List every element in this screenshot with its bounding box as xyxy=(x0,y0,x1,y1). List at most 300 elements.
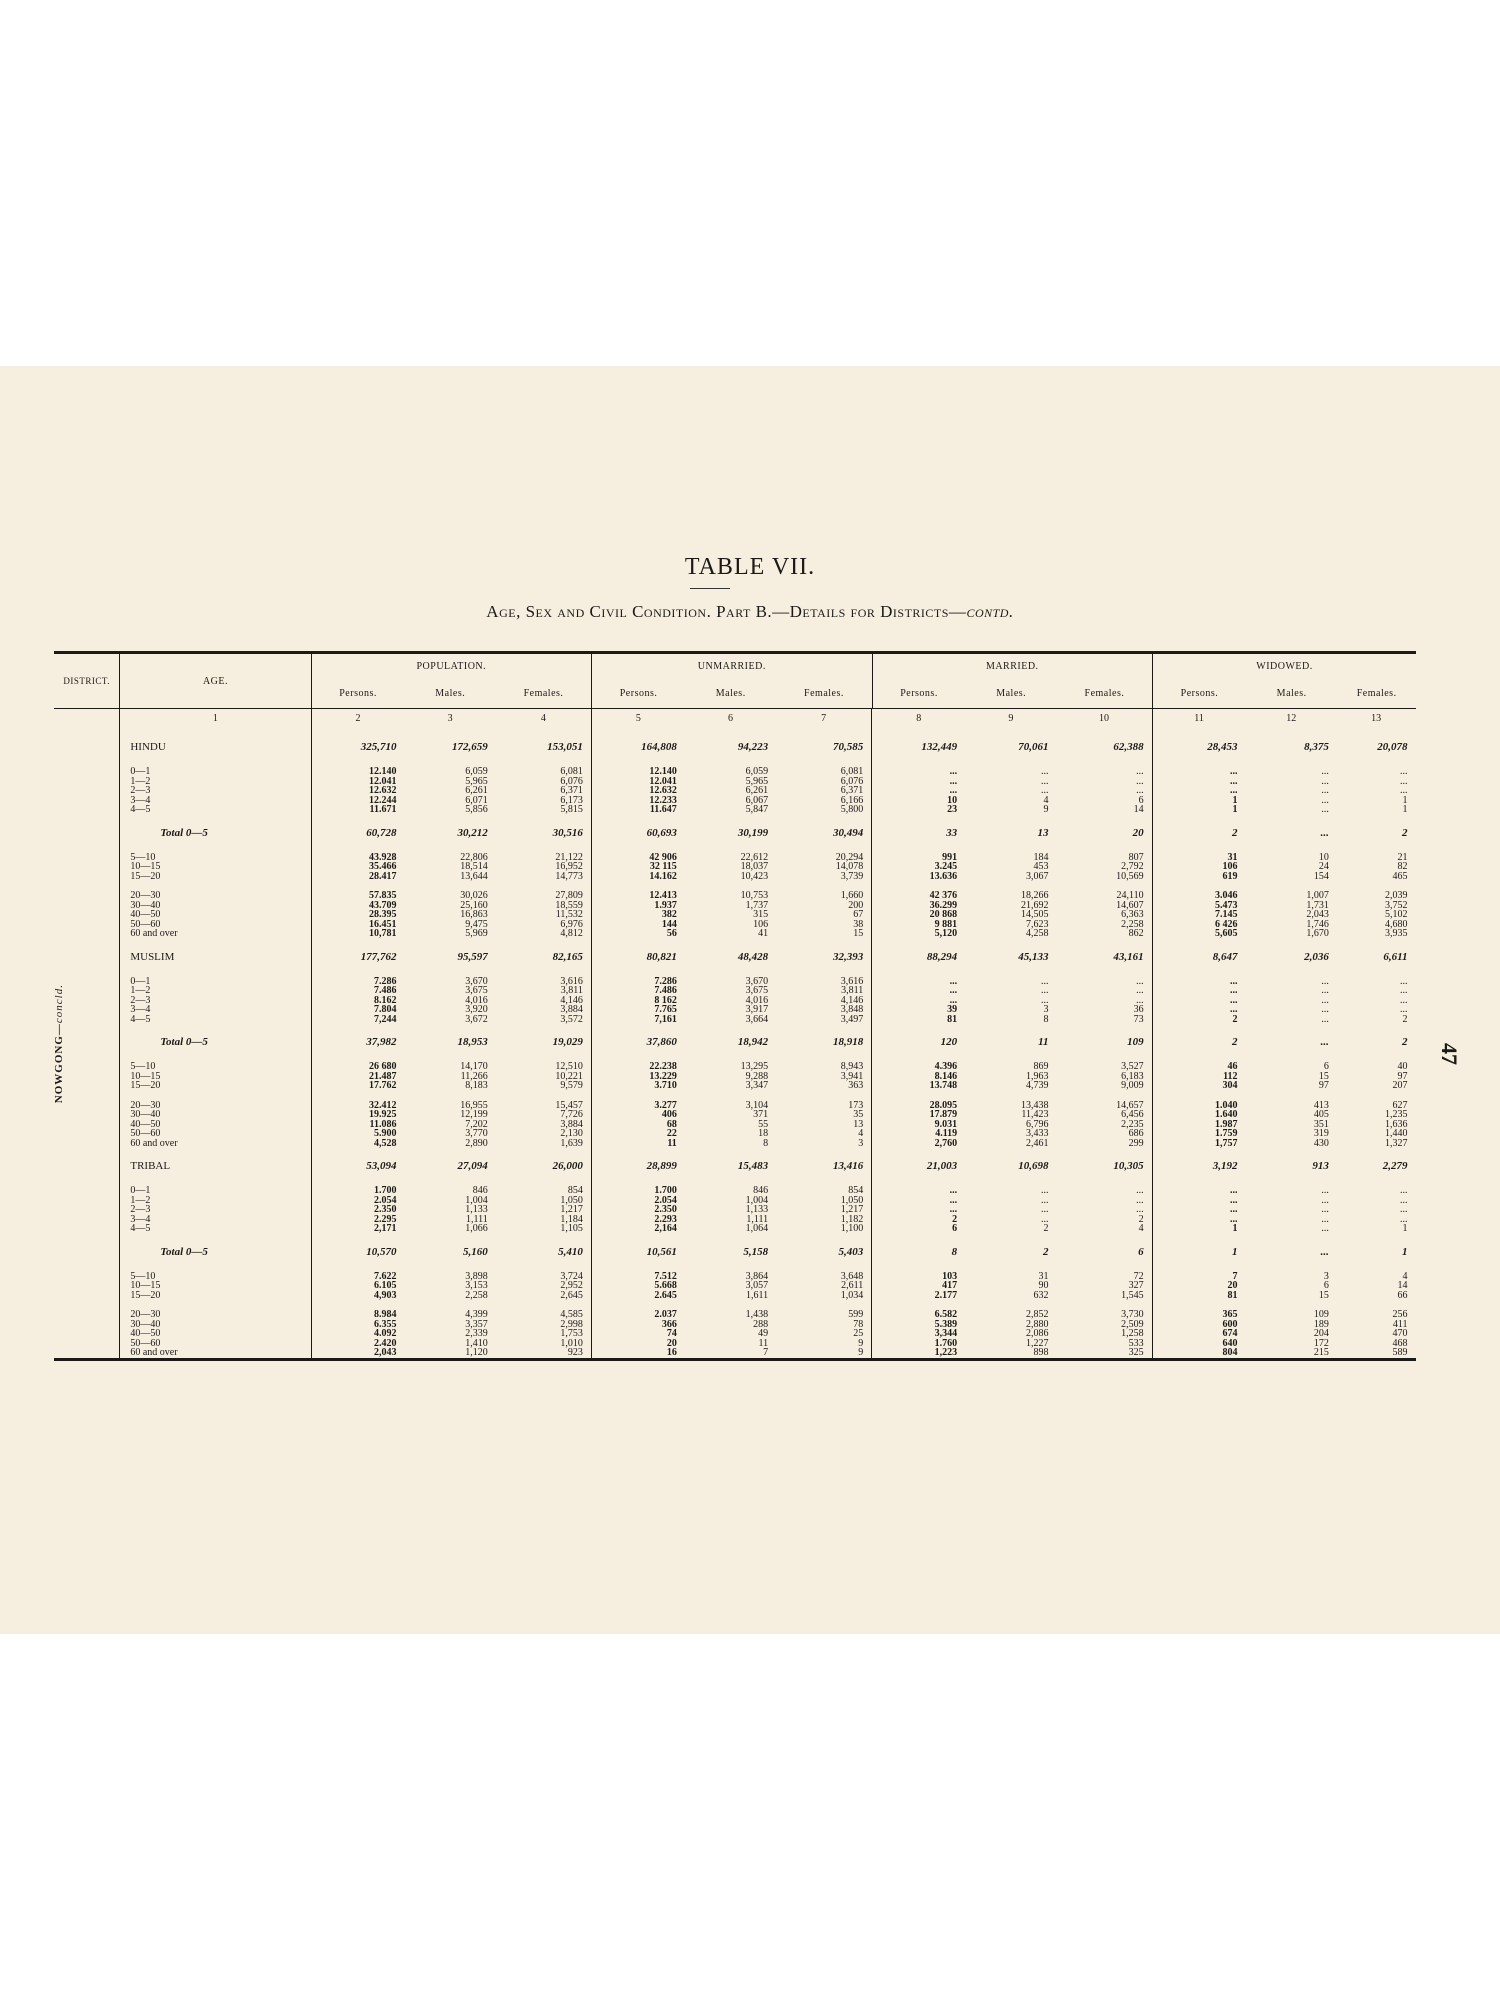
total-cell: 6 xyxy=(1138,1245,1144,1258)
data-cell: 854 xyxy=(848,1185,864,1196)
spacer-row xyxy=(54,1148,1416,1158)
table-row xyxy=(54,891,1416,901)
spacer-cell xyxy=(404,815,495,825)
total-cell: 30,199 xyxy=(737,826,769,839)
section-total: 62,388 xyxy=(1113,741,1144,753)
spacer-row xyxy=(54,1234,1416,1244)
data-cell: ... xyxy=(1321,766,1329,777)
data-cell: 632 xyxy=(1033,1289,1049,1301)
district-header: DISTRICT. xyxy=(63,676,110,686)
table-row xyxy=(54,1348,1416,1358)
data-cell: 6,071 xyxy=(465,794,488,806)
data-cell: 3,497 xyxy=(840,1013,864,1025)
data-cell: ... xyxy=(872,1186,965,1196)
subheader-cell: Males. xyxy=(1276,687,1307,699)
data-cell: ... xyxy=(1136,775,1144,787)
spacer-cell xyxy=(1152,1091,1245,1101)
data-cell: 10,569 xyxy=(1116,870,1144,882)
data-cell: 1,660 xyxy=(840,890,864,901)
section-total: 3,192 xyxy=(1152,1158,1245,1174)
column-number: 6 xyxy=(727,713,733,725)
data-cell: 6 xyxy=(1138,794,1144,806)
data-cell: 57.835 xyxy=(311,891,404,901)
data-cell: 315 xyxy=(753,909,769,920)
data-cell: 11,532 xyxy=(555,909,583,920)
age-label: 20—30 xyxy=(120,1101,311,1111)
data-cell: ... xyxy=(1321,985,1329,996)
data-cell: 173 xyxy=(848,1099,864,1111)
data-cell: 3.277 xyxy=(591,1101,684,1111)
data-cell: 411 xyxy=(1392,1318,1408,1330)
data-cell: ... xyxy=(1041,994,1049,1006)
data-cell: ... xyxy=(1321,1204,1329,1215)
total-0-5-label: Total 0—5 xyxy=(120,825,311,841)
data-cell: 215 xyxy=(1313,1347,1329,1358)
data-cell: 12.140 xyxy=(311,767,404,777)
data-cell: 4,903 xyxy=(311,1291,404,1301)
data-cell: 97 xyxy=(1397,1070,1408,1082)
data-cell: ... xyxy=(1152,777,1245,787)
table-row xyxy=(54,1320,1416,1330)
data-cell: 8.162 xyxy=(311,996,404,1006)
spacer-cell xyxy=(1337,1260,1416,1272)
spacer-cell xyxy=(1057,1148,1153,1158)
data-cell: 382 xyxy=(591,910,684,920)
data-cell: 6,076 xyxy=(840,775,864,787)
data-cell: 3,057 xyxy=(745,1280,769,1291)
data-cell: 846 xyxy=(472,1185,488,1196)
data-cell: 413 xyxy=(1313,1099,1329,1111)
data-cell: ... xyxy=(1136,985,1144,996)
data-cell: 20,294 xyxy=(835,851,864,863)
spacer-cell xyxy=(1337,939,1416,949)
total-cell: 2 xyxy=(1402,1036,1408,1048)
data-cell: 2 xyxy=(872,1215,965,1225)
data-cell: 8 162 xyxy=(591,996,684,1006)
data-cell: 43.709 xyxy=(311,901,404,911)
data-cell: ... xyxy=(1041,1204,1049,1215)
section-row xyxy=(54,949,1416,965)
age-label: 30—40 xyxy=(120,901,311,911)
spacer-cell xyxy=(311,1024,404,1034)
total-cell: 5,160 xyxy=(463,1245,488,1258)
data-cell: ... xyxy=(872,786,965,796)
total-cell: 120 xyxy=(872,1034,965,1050)
data-cell: 21,122 xyxy=(555,851,583,863)
data-cell: 804 xyxy=(1152,1348,1245,1358)
data-cell: 3,670 xyxy=(745,975,769,987)
data-cell: 12.041 xyxy=(311,777,404,787)
spacer-cell xyxy=(496,1148,592,1158)
subtitle-main: Age, Sex and Civil Condition. Part B.—Details for Districts— xyxy=(486,602,967,621)
data-cell: ... xyxy=(1041,1213,1049,1225)
data-cell: 2,043 xyxy=(311,1348,404,1358)
total-cell: 1 xyxy=(1152,1244,1245,1260)
spacer-cell xyxy=(496,729,592,739)
data-cell: ... xyxy=(1136,1194,1144,1206)
spacer-cell xyxy=(1152,939,1245,949)
data-cell: 1,611 xyxy=(746,1289,769,1301)
data-cell: 1,327 xyxy=(1385,1137,1408,1149)
spacer-cell xyxy=(1246,1260,1337,1272)
data-cell: 21,692 xyxy=(1021,899,1049,911)
data-cell: 1,731 xyxy=(1306,899,1329,911)
data-cell: 3,920 xyxy=(465,1004,488,1015)
age-label: 40—50 xyxy=(120,1329,311,1339)
data-cell: 7 xyxy=(1152,1272,1245,1282)
data-cell: 1,133 xyxy=(745,1204,769,1215)
age-label: 1—2 xyxy=(120,777,311,787)
data-cell: 3,811 xyxy=(841,985,864,996)
data-cell: 40 xyxy=(1397,1061,1408,1072)
data-cell: ... xyxy=(1321,785,1329,796)
data-cell: 2,890 xyxy=(465,1137,488,1149)
data-cell: 3,770 xyxy=(465,1128,488,1139)
data-cell: ... xyxy=(1152,1215,1245,1225)
table-row xyxy=(54,901,1416,911)
section-total: 8,647 xyxy=(1152,949,1245,965)
data-cell: 9,009 xyxy=(1121,1080,1144,1091)
data-cell: 22,612 xyxy=(740,851,769,863)
spacer-cell xyxy=(872,1234,965,1244)
column-number: 5 xyxy=(591,709,684,729)
data-cell: 144 xyxy=(591,920,684,930)
data-cell: 5.473 xyxy=(1152,901,1245,911)
table-row xyxy=(54,1291,1416,1301)
data-cell: 3,672 xyxy=(465,1013,488,1025)
data-cell: 299 xyxy=(1128,1137,1144,1149)
total-0-5-row xyxy=(54,1244,1416,1260)
spacer-cell xyxy=(404,1148,495,1158)
data-cell: 6.582 xyxy=(872,1310,965,1320)
section-total: 45,133 xyxy=(1018,950,1049,963)
data-cell: 6,456 xyxy=(1121,1109,1144,1120)
data-cell: 2,235 xyxy=(1121,1118,1144,1130)
data-cell: 3.245 xyxy=(872,862,965,872)
data-cell: 405 xyxy=(1313,1109,1329,1120)
table-row xyxy=(54,1081,1416,1091)
age-label: 0—1 xyxy=(120,1186,311,1196)
spacer-cell xyxy=(1246,939,1337,949)
section-row xyxy=(54,739,1416,755)
data-cell: 2,611 xyxy=(841,1280,864,1291)
spacer-cell xyxy=(1152,729,1245,739)
data-cell: 3.046 xyxy=(1152,891,1245,901)
age-label: 2—3 xyxy=(120,786,311,796)
spacer-cell xyxy=(591,815,684,825)
data-cell: 9,475 xyxy=(465,918,488,930)
data-cell: 14,607 xyxy=(1116,899,1144,911)
data-cell: 2,130 xyxy=(560,1128,583,1139)
spacer-cell xyxy=(591,1024,684,1034)
data-cell: 2,339 xyxy=(465,1328,488,1339)
total-cell: 2 xyxy=(1043,1245,1049,1258)
data-cell: 67 xyxy=(853,909,864,920)
data-cell: 1,120 xyxy=(465,1347,488,1358)
data-cell: 366 xyxy=(591,1320,684,1330)
data-cell: 4 xyxy=(858,1128,864,1139)
data-cell: 1,050 xyxy=(840,1194,864,1206)
data-cell: 11.671 xyxy=(311,805,404,815)
total-0-5-label: Total 0—5 xyxy=(120,1034,311,1050)
spacer-row xyxy=(54,1024,1416,1034)
column-number: 13 xyxy=(1371,713,1382,725)
spacer-cell xyxy=(1246,965,1337,977)
spacer-cell xyxy=(496,1234,592,1244)
spacer-row xyxy=(54,1091,1416,1101)
spacer-cell xyxy=(1246,841,1337,853)
data-cell: 27,809 xyxy=(555,890,583,901)
section-name: HINDU xyxy=(120,739,311,755)
spacer-cell xyxy=(120,939,311,949)
age-label: 1—2 xyxy=(120,986,311,996)
spacer-cell xyxy=(1057,729,1153,739)
data-cell: 4,146 xyxy=(840,994,864,1006)
total-cell: 37,982 xyxy=(311,1034,404,1050)
spacer-row xyxy=(54,1174,1416,1186)
spacer-cell xyxy=(311,965,404,977)
data-cell: 465 xyxy=(1392,870,1408,882)
spacer-cell xyxy=(404,939,495,949)
section-total: 10,698 xyxy=(1018,1160,1049,1172)
section-total: 325,710 xyxy=(311,739,404,755)
data-cell: 327 xyxy=(1128,1280,1144,1291)
spacer-cell xyxy=(965,1234,1056,1244)
data-cell: ... xyxy=(1041,775,1049,787)
data-cell: 5,847 xyxy=(745,804,769,815)
data-cell: 3,664 xyxy=(745,1013,769,1025)
data-cell: 991 xyxy=(872,853,965,863)
census-table xyxy=(54,651,1416,1361)
data-cell: 2 xyxy=(1152,1015,1245,1025)
total-cell: ... xyxy=(1320,1036,1329,1048)
data-cell: 1,105 xyxy=(560,1223,583,1234)
spacer-cell xyxy=(1337,1091,1416,1101)
data-cell: ... xyxy=(1041,975,1049,987)
spacer-row xyxy=(54,841,1416,853)
data-cell: 1,545 xyxy=(1121,1289,1144,1301)
data-cell: 18,266 xyxy=(1021,890,1049,901)
section-row xyxy=(54,1158,1416,1174)
spacer-cell xyxy=(404,841,495,853)
data-cell: 1 xyxy=(1402,794,1408,806)
data-cell: 2 xyxy=(1138,1213,1144,1225)
data-cell: 55 xyxy=(758,1118,769,1130)
data-cell: 1 xyxy=(1402,1223,1408,1234)
age-label: 15—20 xyxy=(120,1291,311,1301)
spacer-cell xyxy=(965,965,1056,977)
data-cell: 12.632 xyxy=(591,786,684,796)
district-cell xyxy=(54,729,120,1358)
data-cell: 9 xyxy=(858,1337,864,1349)
data-cell: 5,102 xyxy=(1385,909,1408,920)
data-cell: 16.451 xyxy=(311,920,404,930)
section-total: 94,223 xyxy=(737,741,769,753)
data-cell: 7.622 xyxy=(311,1272,404,1282)
data-cell: ... xyxy=(1136,1204,1144,1215)
data-cell: 3,884 xyxy=(560,1004,583,1015)
spacer-cell xyxy=(404,1024,495,1034)
spacer-cell xyxy=(591,939,684,949)
data-cell: 5,965 xyxy=(745,775,769,787)
spacer-cell xyxy=(496,965,592,977)
total-cell: 5,158 xyxy=(743,1245,769,1258)
spacer-cell xyxy=(496,939,592,949)
section-total: 20,078 xyxy=(1377,741,1408,753)
data-cell: ... xyxy=(1041,766,1049,777)
data-cell: ... xyxy=(1152,977,1245,987)
data-cell: 1,182 xyxy=(840,1213,864,1225)
age-label: 4—5 xyxy=(120,805,311,815)
data-cell: 1.040 xyxy=(1152,1101,1245,1111)
age-label: 20—30 xyxy=(120,1310,311,1320)
data-cell: 12.413 xyxy=(591,891,684,901)
data-cell: 8.984 xyxy=(311,1310,404,1320)
spacer-cell xyxy=(872,1024,965,1034)
spacer-cell xyxy=(1152,1024,1245,1034)
data-cell: ... xyxy=(1400,985,1408,996)
data-cell: 1,184 xyxy=(560,1213,583,1225)
spacer-cell xyxy=(311,1091,404,1101)
data-cell: 22.238 xyxy=(591,1062,684,1072)
spacer-cell xyxy=(1057,1091,1153,1101)
spacer-cell xyxy=(120,729,311,739)
spacer-cell xyxy=(776,1260,872,1272)
data-cell: ... xyxy=(1136,1185,1144,1196)
data-cell: 6 426 xyxy=(1152,920,1245,930)
table-row xyxy=(54,920,1416,930)
spacer-cell xyxy=(872,939,965,949)
data-cell: 22 xyxy=(591,1129,684,1139)
data-cell: 189 xyxy=(1313,1318,1329,1330)
data-cell: ... xyxy=(1321,794,1329,806)
data-cell: 14 xyxy=(1397,1280,1408,1291)
spacer-row xyxy=(54,755,1416,767)
data-cell: 2,171 xyxy=(311,1224,404,1234)
data-cell: ... xyxy=(872,767,965,777)
spacer-cell xyxy=(1337,965,1416,977)
spacer-cell xyxy=(776,1148,872,1158)
spacer-cell xyxy=(311,815,404,825)
data-cell: 4,585 xyxy=(560,1309,583,1320)
data-cell: ... xyxy=(1152,786,1245,796)
spacer-cell xyxy=(872,1148,965,1158)
data-cell: 854 xyxy=(567,1185,583,1196)
data-cell: 7,202 xyxy=(465,1118,488,1130)
data-cell: 2.054 xyxy=(311,1196,404,1206)
data-cell: 9 881 xyxy=(872,920,965,930)
scanned-page xyxy=(0,366,1500,1634)
section-total: 70,061 xyxy=(1018,741,1049,753)
data-cell: ... xyxy=(1321,975,1329,987)
data-cell: 6,076 xyxy=(560,775,583,787)
data-cell: 16,863 xyxy=(460,909,488,920)
spacer-cell xyxy=(685,1260,776,1272)
section-total: 177,762 xyxy=(311,949,404,965)
age-label: 2—3 xyxy=(120,996,311,1006)
data-cell: 11,266 xyxy=(460,1070,488,1082)
data-cell: 13,644 xyxy=(460,870,488,882)
age-label: 15—20 xyxy=(120,1081,311,1091)
data-cell: 1,258 xyxy=(1121,1328,1144,1339)
section-total: 32,393 xyxy=(832,950,864,963)
data-cell: 4,399 xyxy=(465,1309,488,1320)
total-cell: 33 xyxy=(872,825,965,841)
spacer-cell xyxy=(776,1234,872,1244)
table-row xyxy=(54,1139,1416,1149)
data-cell: 1,100 xyxy=(840,1223,864,1234)
data-cell: 7.486 xyxy=(311,986,404,996)
total-cell: 60,693 xyxy=(591,825,684,841)
data-cell: 5.389 xyxy=(872,1320,965,1330)
spacer-cell xyxy=(1152,965,1245,977)
spacer-row xyxy=(54,1260,1416,1272)
table-row xyxy=(54,977,1416,987)
spacer-cell xyxy=(496,815,592,825)
data-cell: 16 xyxy=(591,1348,684,1358)
data-cell: 1,050 xyxy=(560,1194,583,1206)
spacer-cell xyxy=(1246,729,1337,739)
data-cell: 20 xyxy=(1152,1281,1245,1291)
data-cell: 1,066 xyxy=(465,1223,488,1234)
data-cell: 6,371 xyxy=(840,785,864,796)
data-cell: ... xyxy=(1152,1196,1245,1206)
data-cell: ... xyxy=(872,1196,965,1206)
spacer-cell xyxy=(404,1234,495,1244)
data-cell: ... xyxy=(1400,975,1408,987)
data-cell: 42 906 xyxy=(591,853,684,863)
data-cell: 4,739 xyxy=(1026,1080,1049,1091)
section-total: 10,305 xyxy=(1113,1160,1144,1172)
spacer-cell xyxy=(120,841,311,853)
subheader-cell: Females. xyxy=(804,687,844,699)
data-cell: 1,757 xyxy=(1152,1139,1245,1149)
data-cell: ... xyxy=(1400,1204,1408,1215)
table-row xyxy=(54,796,1416,806)
spacer-cell xyxy=(404,1260,495,1272)
data-cell: 42 376 xyxy=(872,891,965,901)
spacer-cell xyxy=(776,815,872,825)
data-cell: 1,670 xyxy=(1306,928,1329,939)
data-cell: 5.900 xyxy=(311,1129,404,1139)
data-cell: 12.041 xyxy=(591,777,684,787)
subheader-cell: Persons. xyxy=(592,678,685,708)
spacer-cell xyxy=(965,815,1056,825)
total-cell: 5,403 xyxy=(838,1245,864,1258)
data-cell: 49 xyxy=(758,1328,769,1339)
spacer-cell xyxy=(404,965,495,977)
data-cell: 154 xyxy=(1313,870,1329,882)
data-cell: 6,261 xyxy=(745,785,769,796)
data-cell: ... xyxy=(1152,767,1245,777)
section-total: 80,821 xyxy=(591,949,684,965)
total-cell: 2 xyxy=(1152,1034,1245,1050)
spacer-cell xyxy=(685,815,776,825)
column-number: 8 xyxy=(872,709,965,729)
table-row xyxy=(54,872,1416,882)
total-cell: 18,918 xyxy=(832,1036,864,1048)
data-cell: 3 xyxy=(1043,1004,1049,1015)
data-cell: 4.396 xyxy=(872,1062,965,1072)
spacer-cell xyxy=(965,1024,1056,1034)
data-cell: 3,884 xyxy=(560,1118,583,1130)
data-cell: 56 xyxy=(591,929,684,939)
data-cell: 3,675 xyxy=(745,985,769,996)
spacer-cell xyxy=(965,729,1056,739)
data-cell: 533 xyxy=(1128,1337,1144,1349)
data-cell: 1,007 xyxy=(1306,890,1329,901)
data-cell: 6 xyxy=(1323,1061,1329,1072)
